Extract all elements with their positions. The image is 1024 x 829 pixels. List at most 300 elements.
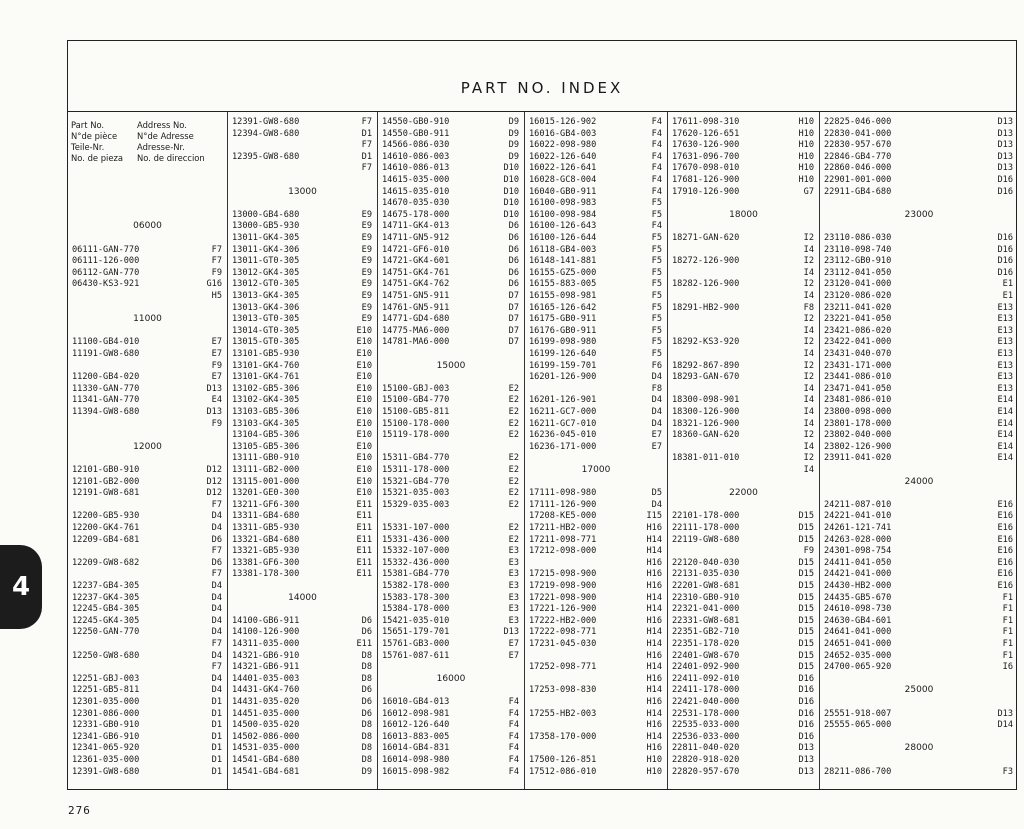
- index-row: [525, 337, 667, 348]
- part-number: 17211-098-771: [529, 534, 597, 545]
- index-row: [525, 117, 667, 128]
- address-number: E10: [356, 395, 372, 406]
- address-number: F4: [508, 766, 519, 777]
- part-number: 17219-098-900: [529, 581, 597, 591]
- part-number: 25555-065-000: [824, 720, 892, 731]
- address-number: D15: [798, 639, 814, 649]
- address-number: D8: [361, 720, 372, 731]
- part-number: 14751-GK4-761: [382, 267, 450, 278]
- address-number: D8: [361, 662, 372, 673]
- index-row: [228, 535, 377, 546]
- address-number: H14: [646, 685, 662, 696]
- index-row: [820, 604, 1018, 615]
- index-row: [525, 175, 667, 186]
- index-row: [820, 546, 1018, 557]
- part-number: 16211-GC7-010: [529, 418, 597, 429]
- index-row: [525, 419, 667, 430]
- address-number: H14: [646, 731, 662, 742]
- column-4: [525, 112, 668, 789]
- part-number: 24435-GB5-670: [824, 592, 892, 603]
- legend-address-label: N°de Adresse: [137, 131, 194, 141]
- index-row: [525, 198, 667, 209]
- index-row: [668, 767, 819, 778]
- index-row: [228, 152, 377, 163]
- address-number: F7: [211, 662, 222, 673]
- index-row: [378, 233, 524, 244]
- index-row: [525, 268, 667, 279]
- address-number: H16: [646, 650, 662, 661]
- index-row: [68, 337, 227, 348]
- section-heading: 18000: [729, 209, 758, 220]
- index-row: [525, 651, 667, 662]
- index-row: [68, 488, 227, 499]
- part-number: 14531-035-000: [232, 743, 300, 754]
- address-number: E10: [356, 476, 372, 487]
- index-row: [525, 210, 667, 221]
- part-number: 12101-GB0-910: [72, 465, 140, 475]
- address-number: D9: [361, 766, 372, 777]
- address-number: D16: [798, 673, 814, 684]
- index-row: [668, 395, 819, 406]
- index-row: [378, 140, 524, 151]
- part-number: 12301-035-000: [72, 697, 140, 707]
- part-number: 12237-GB4-305: [72, 581, 140, 591]
- part-number: 24301-098-754: [824, 546, 892, 557]
- index-row: [668, 372, 819, 383]
- index-row: [820, 175, 1018, 186]
- index-row: [668, 453, 819, 464]
- index-row: [668, 697, 819, 708]
- address-number: D16: [997, 267, 1013, 278]
- address-number: F9: [211, 267, 222, 278]
- index-row: [378, 604, 524, 615]
- section-heading: 15000: [436, 360, 466, 371]
- part-number: 17611-098-310: [672, 117, 740, 127]
- index-row: [68, 535, 227, 546]
- part-number: 24610-098-730: [824, 604, 892, 615]
- part-number: 14550-GB0-911: [382, 128, 450, 139]
- address-number: I2: [803, 430, 814, 441]
- part-number: 15381-GB4-770: [382, 569, 450, 580]
- index-row: [378, 651, 524, 662]
- address-number: F7: [211, 546, 222, 557]
- address-number: E3: [508, 592, 519, 603]
- index-row: [525, 767, 667, 778]
- part-number: 12209-GB4-681: [72, 534, 140, 545]
- index-row: [525, 326, 667, 337]
- part-number: 14751-GN5-911: [382, 291, 450, 301]
- part-number: 12191-GW8-681: [72, 488, 140, 499]
- address-number: D1: [361, 151, 372, 162]
- index-row: [525, 395, 667, 406]
- address-number: D6: [508, 233, 519, 243]
- part-number: 12245-GK4-305: [72, 615, 140, 626]
- address-number: E2: [508, 534, 519, 545]
- index-row: [820, 245, 1018, 256]
- part-number: 13015-GT0-305: [232, 337, 300, 348]
- address-number: H10: [798, 128, 814, 139]
- index-row: [378, 465, 524, 476]
- part-number: 14615-035-010: [382, 186, 450, 197]
- index-row: [378, 546, 524, 557]
- part-number: 14781-MA6-000: [382, 337, 450, 348]
- part-number: 17252-098-771: [529, 662, 597, 673]
- index-row: [668, 743, 819, 754]
- index-row: [228, 767, 377, 778]
- part-number: 18272-126-900: [672, 256, 740, 267]
- index-row: [68, 709, 227, 720]
- index-row: [525, 407, 667, 418]
- address-number: H16: [646, 581, 662, 591]
- index-row: [228, 384, 377, 395]
- address-number: E13: [997, 337, 1013, 348]
- address-number: E7: [211, 349, 222, 359]
- address-number: F7: [361, 117, 372, 127]
- index-row: [820, 581, 1018, 592]
- index-row: [525, 627, 667, 638]
- part-number: 15331-107-000: [382, 523, 450, 533]
- address-number: I2: [803, 256, 814, 267]
- index-row: [228, 140, 377, 151]
- address-number: D9: [508, 117, 519, 127]
- part-number: 17631-096-700: [672, 151, 740, 162]
- address-number: E7: [651, 430, 662, 441]
- index-row: [378, 477, 524, 488]
- address-number: D4: [651, 395, 662, 406]
- index-row: [68, 256, 227, 267]
- address-number: E9: [361, 302, 372, 313]
- index-row: [228, 419, 377, 430]
- index-row: [228, 616, 377, 627]
- part-number: 15321-GB4-770: [382, 476, 450, 487]
- legend-row: [71, 142, 221, 153]
- part-number: 14321-GB6-910: [232, 650, 300, 661]
- part-number: 14550-GB0-910: [382, 117, 450, 127]
- address-number: D4: [211, 604, 222, 615]
- address-number: I4: [803, 244, 814, 255]
- address-number: E1: [1002, 291, 1013, 301]
- part-number: 13381-178-300: [232, 569, 300, 580]
- address-number: D16: [798, 708, 814, 719]
- part-number: 23801-178-000: [824, 418, 892, 429]
- part-number: 14311-035-000: [232, 639, 300, 649]
- legend-row: [71, 153, 221, 164]
- index-row: [820, 233, 1018, 244]
- address-number: F1: [1002, 604, 1013, 615]
- address-number: H16: [646, 743, 662, 754]
- address-number: D4: [211, 581, 222, 591]
- address-number: F5: [651, 244, 662, 255]
- address-number: E3: [508, 581, 519, 591]
- part-number: 15119-178-000: [382, 430, 450, 441]
- address-number: F5: [651, 349, 662, 359]
- index-row: [668, 303, 819, 314]
- part-number: 17358-170-000: [529, 731, 597, 742]
- address-number: F5: [651, 256, 662, 267]
- index-row: [228, 129, 377, 140]
- address-number: E7: [508, 639, 519, 649]
- address-number: E14: [997, 418, 1013, 429]
- address-number: E2: [508, 383, 519, 394]
- address-number: E2: [508, 465, 519, 475]
- index-row: [378, 558, 524, 569]
- part-number: 23802-040-000: [824, 430, 892, 441]
- address-number: F4: [508, 755, 519, 765]
- column-2: [228, 112, 378, 789]
- part-number: 13011-GT0-305: [232, 256, 300, 267]
- address-number: H14: [646, 592, 662, 603]
- address-number: F7: [211, 569, 222, 580]
- index-row: [378, 755, 524, 766]
- index-row: [820, 140, 1018, 151]
- index-row: [68, 245, 227, 256]
- part-number: 18271-GAN-620: [672, 233, 740, 243]
- address-number: D10: [503, 186, 519, 197]
- part-number: 13103-GB5-306: [232, 407, 300, 417]
- address-number: H10: [646, 766, 662, 777]
- address-number: H14: [646, 546, 662, 557]
- address-number: F4: [651, 140, 662, 151]
- part-number: 12391-GW8-680: [232, 117, 300, 127]
- index-row: [820, 256, 1018, 267]
- index-row: [378, 639, 524, 650]
- address-number: D15: [798, 523, 814, 533]
- index-row: [525, 384, 667, 395]
- address-number: D4: [211, 685, 222, 696]
- part-number: 23471-041-050: [824, 383, 892, 394]
- address-number: D6: [211, 557, 222, 568]
- index-row: [68, 755, 227, 766]
- part-number: 14431-GK4-760: [232, 685, 300, 696]
- part-number: 16015-126-902: [529, 117, 597, 127]
- address-number: D10: [503, 163, 519, 174]
- part-number: 18292-KS3-920: [672, 337, 740, 348]
- index-row: [68, 593, 227, 604]
- index-row: [228, 221, 377, 232]
- part-number: 18292-867-890: [672, 360, 740, 371]
- index-row: [820, 627, 1018, 638]
- part-number: 17212-098-000: [529, 546, 597, 557]
- index-row: [820, 616, 1018, 627]
- part-number: 16165-126-642: [529, 302, 597, 313]
- index-row: [68, 546, 227, 557]
- address-number: D13: [503, 627, 519, 638]
- index-row: [68, 627, 227, 638]
- part-number: 22131-035-030: [672, 569, 740, 580]
- address-number: D4: [211, 592, 222, 603]
- index-row: [820, 163, 1018, 174]
- index-row: [378, 407, 524, 418]
- section-heading: 14000: [288, 592, 317, 603]
- part-number: 18282-126-900: [672, 279, 740, 290]
- address-number: D6: [361, 708, 372, 719]
- index-row: [668, 581, 819, 592]
- part-number: 14761-GN5-911: [382, 302, 450, 313]
- index-row: [820, 279, 1018, 290]
- index-row: [525, 303, 667, 314]
- index-row: [228, 477, 377, 488]
- index-row: [820, 535, 1018, 546]
- index-row: [820, 349, 1018, 360]
- address-number: I4: [803, 325, 814, 336]
- index-row: [668, 593, 819, 604]
- address-number: E3: [508, 615, 519, 626]
- address-number: I2: [803, 279, 814, 290]
- part-number: 18321-126-900: [672, 418, 740, 429]
- part-number: 23431-040-070: [824, 349, 892, 359]
- index-row: [228, 279, 377, 290]
- part-number: 12361-035-000: [72, 755, 140, 765]
- address-number: E10: [356, 337, 372, 348]
- index-row: [668, 419, 819, 430]
- index-row: [668, 291, 819, 302]
- index-row: [525, 662, 667, 673]
- part-number: 13102-GB5-306: [232, 383, 300, 394]
- address-number: H16: [646, 569, 662, 580]
- address-number: E9: [361, 256, 372, 267]
- index-row: [525, 535, 667, 546]
- address-number: E11: [356, 523, 372, 533]
- address-number: E10: [356, 453, 372, 464]
- address-number: D8: [361, 731, 372, 742]
- address-number: I15: [646, 511, 662, 522]
- index-row: [820, 430, 1018, 441]
- legend-address-label: Address No.: [137, 120, 187, 130]
- address-number: E16: [997, 499, 1013, 510]
- index-row: [378, 314, 524, 325]
- address-number: H10: [798, 117, 814, 127]
- address-number: F4: [508, 708, 519, 719]
- index-row: [820, 291, 1018, 302]
- address-number: D15: [798, 662, 814, 673]
- index-row: [228, 361, 377, 372]
- address-number: E13: [997, 372, 1013, 383]
- index-row: [820, 500, 1018, 511]
- index-row: [668, 755, 819, 766]
- part-number: 12245-GB4-305: [72, 604, 140, 615]
- part-number: 17222-098-771: [529, 627, 597, 638]
- section-heading: 11000: [133, 314, 162, 325]
- index-row: [668, 268, 819, 279]
- part-number: 22830-041-000: [824, 128, 892, 139]
- part-number: 12391-GW8-680: [72, 766, 140, 777]
- index-row: [228, 511, 377, 522]
- index-row: [228, 326, 377, 337]
- part-number: 13311-GB5-930: [232, 523, 300, 533]
- index-row: [68, 500, 227, 511]
- index-row: [228, 662, 377, 673]
- part-number: 22536-033-000: [672, 731, 740, 742]
- address-number: E16: [997, 546, 1013, 557]
- part-number: 17630-126-900: [672, 140, 740, 151]
- address-number: G16: [206, 279, 222, 290]
- part-number: 24261-121-741: [824, 523, 892, 533]
- part-number: 24641-041-000: [824, 627, 892, 638]
- address-number: D4: [211, 673, 222, 684]
- section-heading: 06000: [133, 221, 162, 232]
- part-number: 17215-098-900: [529, 569, 597, 580]
- part-number: 14670-035-030: [382, 198, 450, 209]
- part-number: 22351-GB2-710: [672, 627, 740, 638]
- index-row: [668, 430, 819, 441]
- address-number: D6: [211, 534, 222, 545]
- section-heading: 16000: [436, 673, 466, 684]
- part-number: 15311-178-000: [382, 465, 450, 475]
- part-number: 16155-883-005: [529, 279, 597, 290]
- part-number: 22411-178-000: [672, 685, 740, 696]
- index-row: [820, 419, 1018, 430]
- part-number: 11341-GAN-770: [72, 395, 140, 406]
- index-row: [525, 361, 667, 372]
- index-row: [228, 245, 377, 256]
- address-number: F4: [651, 186, 662, 197]
- part-number: 14610-086-003: [382, 151, 450, 162]
- index-row: [228, 372, 377, 383]
- part-number: 23911-041-020: [824, 453, 892, 464]
- index-row: [378, 256, 524, 267]
- address-number: F5: [651, 267, 662, 278]
- index-row: [668, 523, 819, 534]
- address-number: I4: [803, 267, 814, 278]
- index-table: [67, 40, 1017, 790]
- index-row: [525, 604, 667, 615]
- part-number: 15761-GB3-000: [382, 639, 450, 649]
- index-row: [668, 326, 819, 337]
- address-number: E11: [356, 499, 372, 510]
- address-number: E7: [211, 372, 222, 383]
- address-number: E2: [508, 499, 519, 510]
- index-row: [68, 477, 227, 488]
- index-row: [68, 639, 227, 650]
- legend-address-label: No. de direccion: [137, 153, 205, 163]
- index-row: [820, 268, 1018, 279]
- address-number: E3: [508, 569, 519, 580]
- part-number: 11330-GAN-770: [72, 383, 140, 394]
- address-number: D15: [798, 557, 814, 568]
- index-row: [68, 767, 227, 778]
- address-number: I2: [803, 337, 814, 348]
- part-number: 16014-098-980: [382, 755, 450, 765]
- address-number: D16: [997, 244, 1013, 255]
- address-number: D15: [798, 604, 814, 615]
- index-row: [228, 337, 377, 348]
- address-number: I4: [803, 383, 814, 394]
- address-number: E2: [508, 453, 519, 464]
- part-number: 24263-028-000: [824, 534, 892, 545]
- index-row: [668, 558, 819, 569]
- legend-row: [71, 120, 221, 131]
- address-number: E16: [997, 569, 1013, 580]
- part-number: 15100-GB4-770: [382, 395, 450, 406]
- address-number: E2: [508, 395, 519, 406]
- part-number: 13013-GK4-305: [232, 291, 300, 301]
- part-number: 24421-041-000: [824, 569, 892, 580]
- index-row: [378, 581, 524, 592]
- index-row: [525, 279, 667, 290]
- part-number: 06111-126-000: [72, 256, 140, 267]
- part-number: 12101-GB2-000: [72, 476, 140, 487]
- part-number: 14100-GB6-911: [232, 615, 300, 626]
- address-number: F4: [508, 697, 519, 707]
- index-row: [378, 384, 524, 395]
- address-number: I4: [803, 291, 814, 301]
- address-number: E10: [356, 441, 372, 452]
- address-number: E3: [508, 604, 519, 615]
- part-number: 13111-GB0-910: [232, 453, 300, 464]
- index-row: [820, 361, 1018, 372]
- address-number: E13: [997, 349, 1013, 359]
- part-number: 16028-GC8-004: [529, 175, 597, 185]
